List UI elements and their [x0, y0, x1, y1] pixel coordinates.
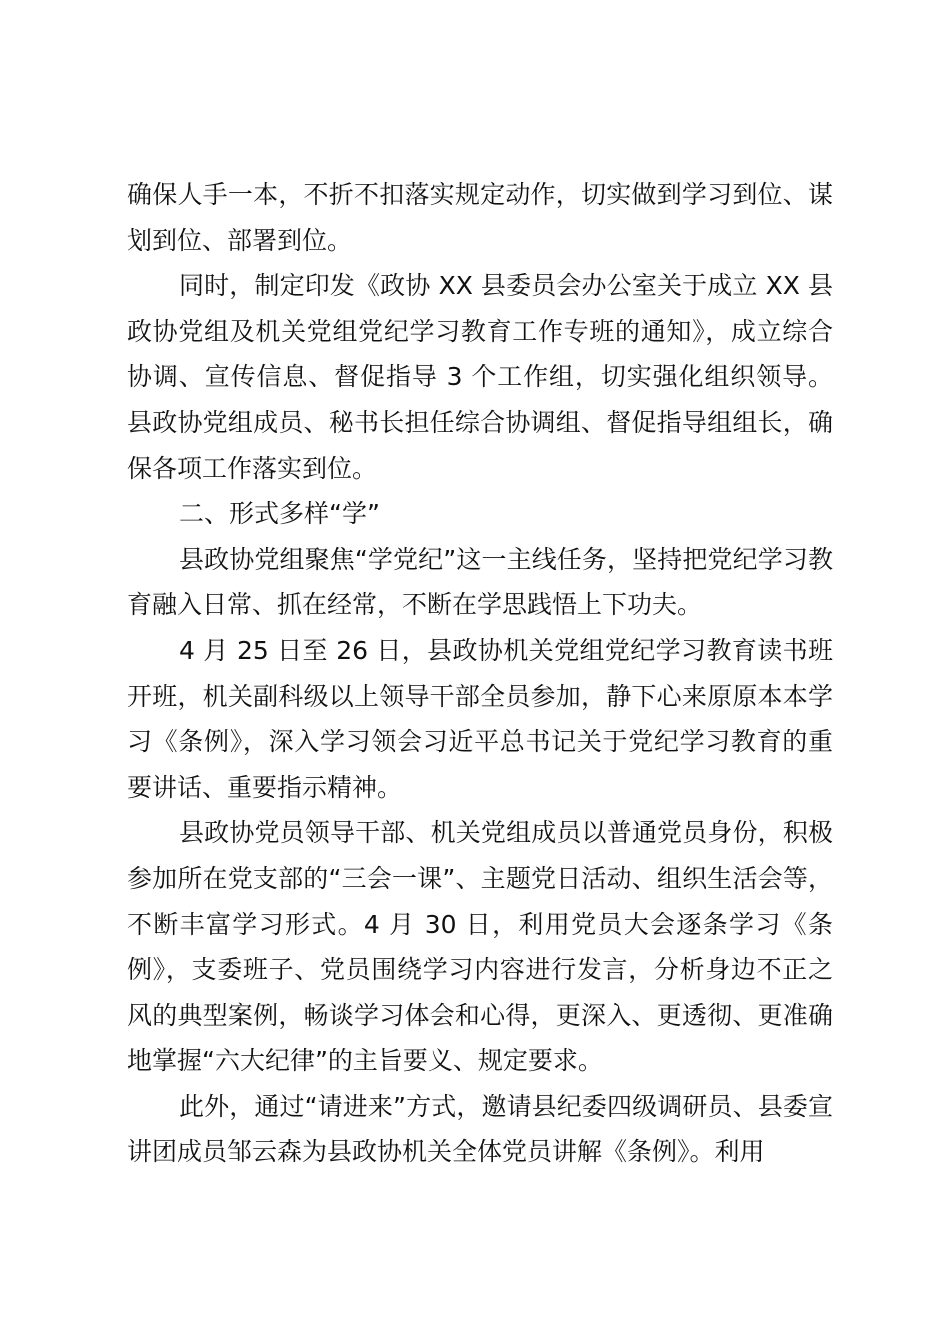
paragraph: 同时，制定印发《政协 XX 县委员会办公室关于成立 XX 县政协党组及机关党组党纪学习教育工作专班的通知》，成立综合协调、宣传信息、督促指导 3 个工作组，切实强化组织领导。县政协党组成员、秘书长担任综合协调组、督促指导组组长，确保各项工作落实到位。	[127, 271, 833, 483]
paragraph: 此外，通过“请进来”方式，邀请县纪委四级调研员、县委宣讲团成员邹云森为县政协机关全体党员讲解《条例》。利用	[127, 1091, 833, 1167]
document-body	[127, 172, 833, 1175]
paragraph: 4 月 25 日至 26 日，县政协机关党组党纪学习教育读书班开班，机关副科级以上领导干部全员参加，静下心来原原本本学习《条例》，深入学习领会习近平总书记关于党纪学习教育的重要讲话、重要指示精神。	[127, 635, 833, 802]
section-heading: 二、形式多样“学”	[179, 499, 380, 529]
paragraph: 县政协党组聚焦“学党纪”这一主线任务，坚持把党纪学习教育融入日常、抓在经常，不断在学思践悟上下功夫。	[127, 544, 833, 620]
paragraph: 县政协党员领导干部、机关党组成员以普通党员身份，积极参加所在党支部的“三会一课”、主题党日活动、组织生活会等，不断丰富学习形式。4 月 30 日，利用党员大会逐条学习《条例》，支委班子、党员围绕学习内容进行发言，分析身边不正之风的典型案例，畅谈学习体会和心得，更深入、更透彻、更准确地掌握“六大纪律”的主旨要义、规定要求。	[127, 818, 833, 1076]
paragraph: 确保人手一本，不折不扣落实规定动作，切实做到学习到位、谋划到位、部署到位。	[127, 180, 833, 255]
